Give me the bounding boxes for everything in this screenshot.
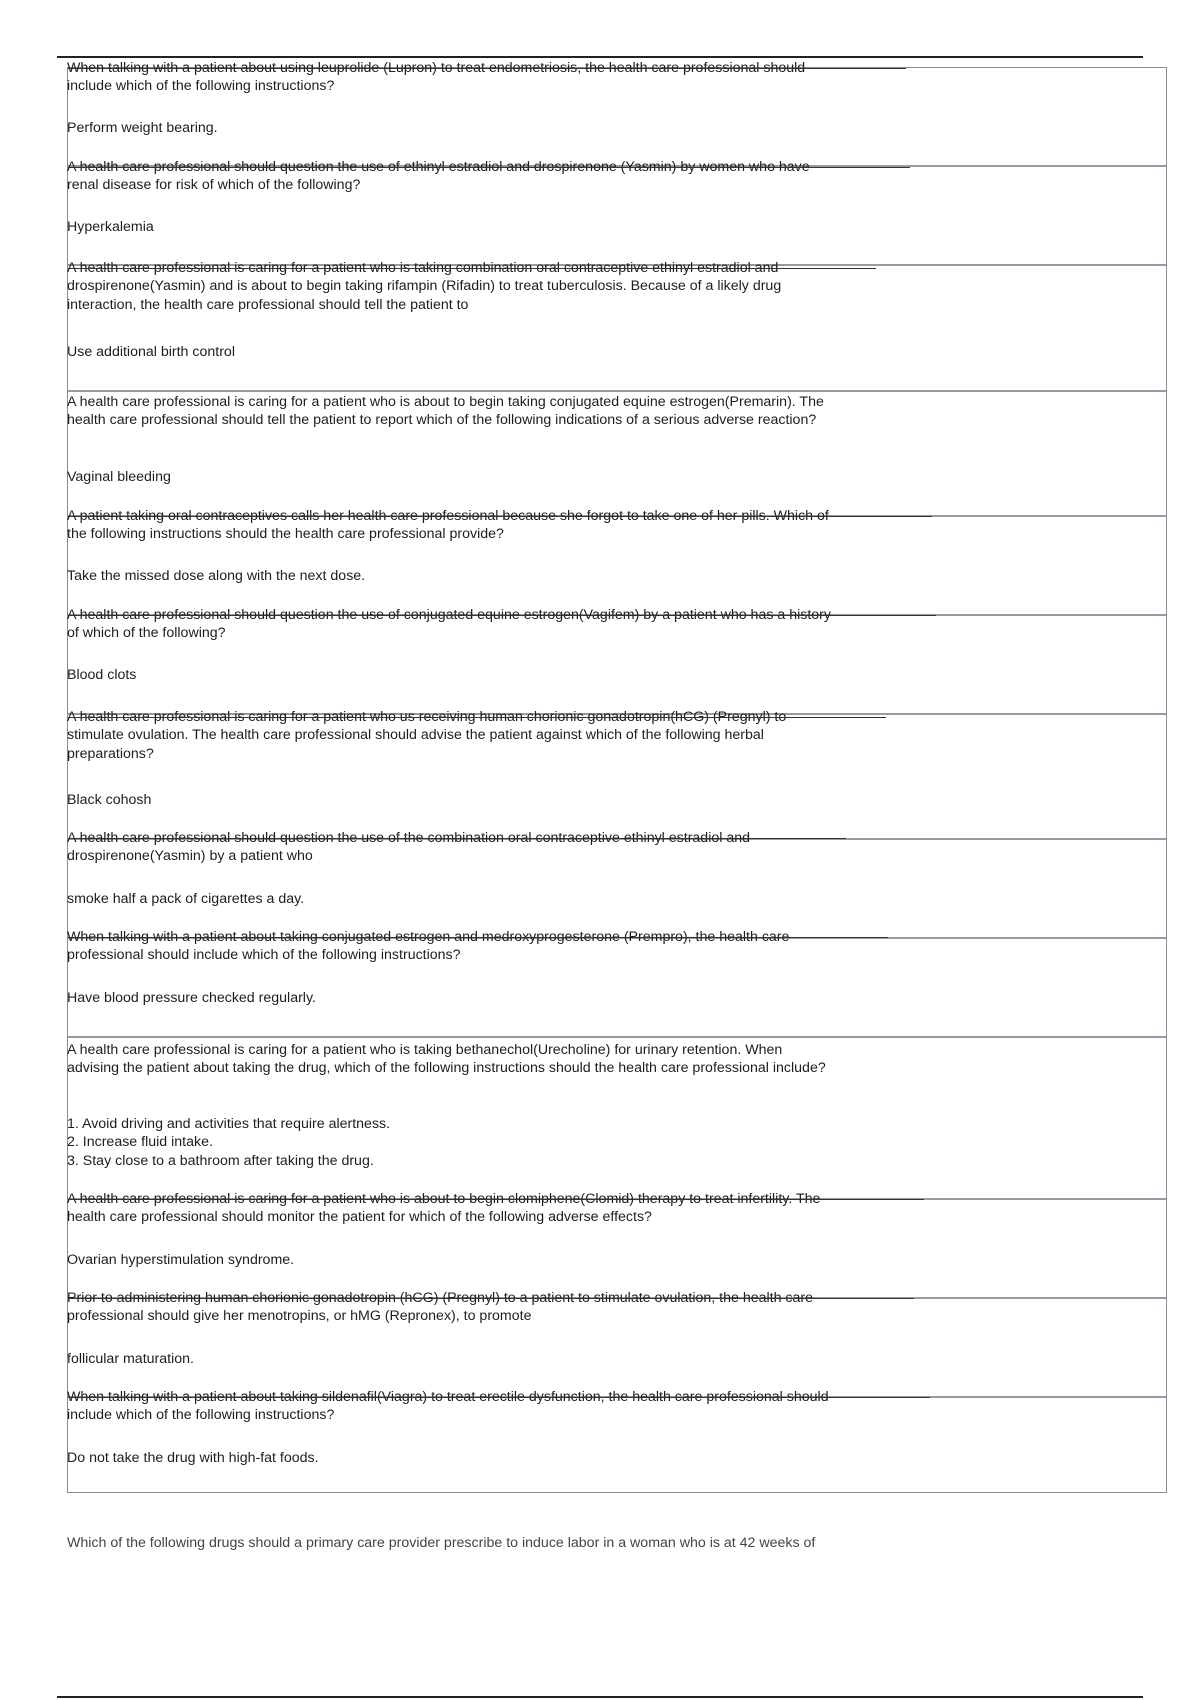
- truncated-question: [67, 1534, 927, 1551]
- answer-text: Have blood pressure checked regularly.: [67, 990, 316, 1006]
- question-text: A patient taking oral contraceptives calls her health care professional because she forgot to take one of her pills. Which of the following instructions should the health care professional provide?: [67, 508, 829, 543]
- answer-text: Do not take the drug with high-fat foods.: [67, 1450, 319, 1466]
- strike-through: [68, 1397, 930, 1398]
- strike-through: [68, 1199, 924, 1200]
- question-text: A health care professional is caring for a patient who is taking combination oral contraceptive ethinyl estradiol and drospirenone(Yasmin) and is about to begin taking rifampin (Rifadin) to treat tuberculosis. Because of a likely drug interaction, the health care professional should tell the patient to: [67, 260, 782, 313]
- question-text: A health care professional is caring for a patient who is taking bethanechol(Urecholine) for urinary retention. When advising the patient about taking the drug, which of the following instructions should the health care professional include?: [67, 1042, 826, 1077]
- strike-through: [68, 516, 932, 517]
- strike-through: [68, 838, 846, 839]
- strike-through: [68, 615, 936, 616]
- question-text: A health care professional is caring for a patient who us receiving human chorionic gonadotropin(hCG) (Pregnyl) to stimulate ovulation. The health care professional should advise the patient against which of the following herbal preparations?: [67, 709, 787, 762]
- answer-text: Vaginal bleeding: [67, 469, 171, 485]
- strike-through: [68, 167, 910, 168]
- strike-through: [68, 937, 888, 938]
- question-text: A health care professional is caring for a patient who is about to begin taking conjugated equine estrogen(Premarin). The health care professional should tell the patient to report which of the following indications of a serious adverse reaction?: [67, 394, 824, 429]
- answer-list: 1. Avoid driving and activities that require alertness. 2. Increase fluid intake. 3. Stay close to a bathroom after taking the drug.: [67, 1116, 391, 1169]
- question-text: A health care professional should question the use of conjugated equine estrogen(Vagifem) by a patient who has a history of which of the following?: [67, 607, 831, 642]
- strike-through: [68, 1298, 914, 1299]
- question-text: When talking with a patient about taking conjugated estrogen and medroxyprogesterone (Prempro), the health care professional should include which of the following instructions?: [67, 929, 790, 964]
- truncated-question-text: Which of the following drugs should a primary care provider prescribe to induce labor in a woman who is at 42 weeks of: [67, 1535, 816, 1551]
- answer-text: Black cohosh: [67, 792, 152, 808]
- row-divider: [68, 390, 1166, 392]
- question-text: A health care professional should question the use of the combination oral contraceptive ethinyl estradiol and drospirenone(Yasmin) by a patient who: [67, 830, 751, 865]
- question-text: When talking with a patient about taking sildenafil(Viagra) to treat erectile dysfunction, the health care professional should include which of the following instructions?: [67, 1389, 829, 1424]
- question-text: Prior to administering human chorionic gonadotropin (hCG) (Pregnyl) to a patient to stimulate ovulation, the health care professional should give her menotropins, or hMG (Repronex), to promote: [67, 1290, 814, 1325]
- answer-text: follicular maturation.: [67, 1351, 194, 1367]
- top-rule: [57, 56, 1143, 58]
- question-text: A health care professional should question the use of ethinyl estradiol and drospirenone (Yasmin) by women who have renal disease for risk of which of the following?: [67, 159, 810, 194]
- strike-through: [68, 68, 906, 69]
- row-divider: [68, 1036, 1166, 1038]
- answer-text: Use additional birth control: [67, 344, 235, 360]
- answer-text: Ovarian hyperstimulation syndrome.: [67, 1252, 295, 1268]
- question-text: When talking with a patient about using leuprolide (Lupron) to treat endometriosis, the health care professional should include which of the following instructions?: [67, 60, 806, 95]
- answer-text: Take the missed dose along with the next dose.: [67, 568, 366, 584]
- bottom-rule: [57, 1696, 1143, 1698]
- question-text: A health care professional is caring for a patient who is about to begin clomiphene(Clomid) therapy to treat infertility. The health care professional should monitor the patient for which of the following adverse effects?: [67, 1191, 821, 1226]
- answer-text: Perform weight bearing.: [67, 120, 218, 136]
- strike-through: [68, 268, 876, 269]
- strike-through: [68, 717, 886, 718]
- answer-text: Hyperkalemia: [67, 219, 154, 235]
- answer-text: Blood clots: [67, 667, 137, 683]
- answer-text: smoke half a pack of cigarettes a day.: [67, 891, 305, 907]
